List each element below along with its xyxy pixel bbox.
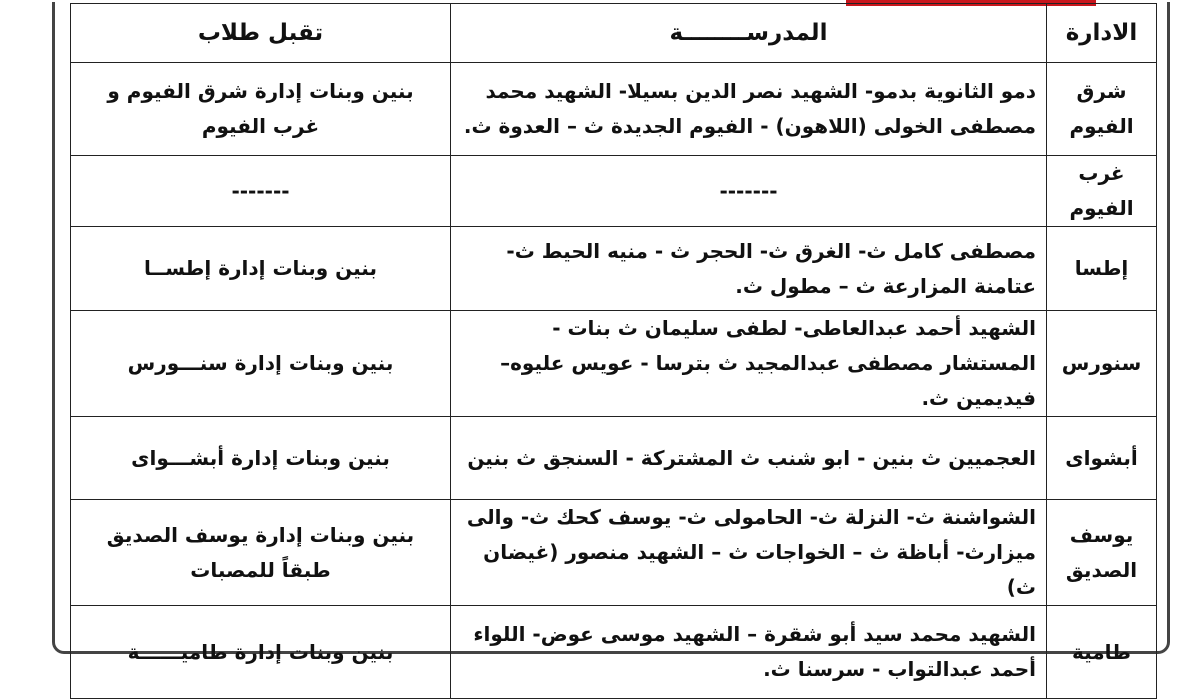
admin-cell: طامية bbox=[1047, 606, 1157, 699]
accept-cell: بنين وبنات إدارة أبشـــواى bbox=[71, 417, 451, 500]
admin-cell: سنورس bbox=[1047, 311, 1157, 417]
table-row bbox=[71, 63, 1157, 156]
school-cell: الشهيد محمد سيد أبو شقرة – الشهيد موسى عوض- اللواء أحمد عبدالتواب - سرسنا ث. bbox=[451, 606, 1047, 699]
accept-cell: ------- bbox=[71, 156, 451, 227]
table-row bbox=[71, 311, 1157, 417]
table-row bbox=[71, 606, 1157, 699]
accept-cell: بنين وبنات إدارة يوسف الصديق طبقاً للمصبات bbox=[71, 500, 451, 606]
school-cell: العجميين ث بنين - ابو شنب ث المشتركة - السنجق ث بنين bbox=[451, 417, 1047, 500]
table-row bbox=[71, 500, 1157, 606]
accept-cell: بنين وبنات إدارة إطســا bbox=[71, 227, 451, 311]
table-row bbox=[71, 227, 1157, 311]
header-admin: الادارة bbox=[1047, 4, 1157, 63]
accept-cell: بنين وبنات إدارة سنـــورس bbox=[71, 311, 451, 417]
admin-cell: أبشواى bbox=[1047, 417, 1157, 500]
school-cell: ------- bbox=[451, 156, 1047, 227]
admin-cell: يوسف الصديق bbox=[1047, 500, 1157, 606]
admin-cell: إطسا bbox=[1047, 227, 1157, 311]
accept-cell: بنين وبنات إدارة طاميــــــة bbox=[71, 606, 451, 699]
admin-cell: غرب الفيوم bbox=[1047, 156, 1157, 227]
table-row bbox=[71, 417, 1157, 500]
admin-cell: شرق الفيوم bbox=[1047, 63, 1157, 156]
schools-table bbox=[70, 3, 1157, 699]
school-cell: الشواشنة ث- النزلة ث- الحامولى ث- يوسف كحك ث- والى ميزارث- أباظة ث – الخواجات ث – الشهيد منصور (غيضان ث) bbox=[451, 500, 1047, 606]
header-accept: تقبل طلاب bbox=[71, 4, 451, 63]
school-cell: دمو الثانوية بدمو- الشهيد نصر الدين بسيلا- الشهيد محمد مصطفى الخولى (اللاهون) - الفيوم الجديدة ث – العدوة ث. bbox=[451, 63, 1047, 156]
header-school: المدرســــــــة bbox=[451, 4, 1047, 63]
school-cell: مصطفى كامل ث- الغرق ث- الحجر ث - منيه الحيط ث- عتامنة المزارعة ث – مطول ث. bbox=[451, 227, 1047, 311]
table-row bbox=[71, 156, 1157, 227]
table-header-row bbox=[71, 4, 1157, 63]
school-cell: الشهيد أحمد عبدالعاطى- لطفى سليمان ث بنات - المستشار مصطفى عبدالمجيد ث بترسا - عويس عليوه– فيديمين ث. bbox=[451, 311, 1047, 417]
accept-cell: بنين وبنات إدارة شرق الفيوم و غرب الفيوم bbox=[71, 63, 451, 156]
